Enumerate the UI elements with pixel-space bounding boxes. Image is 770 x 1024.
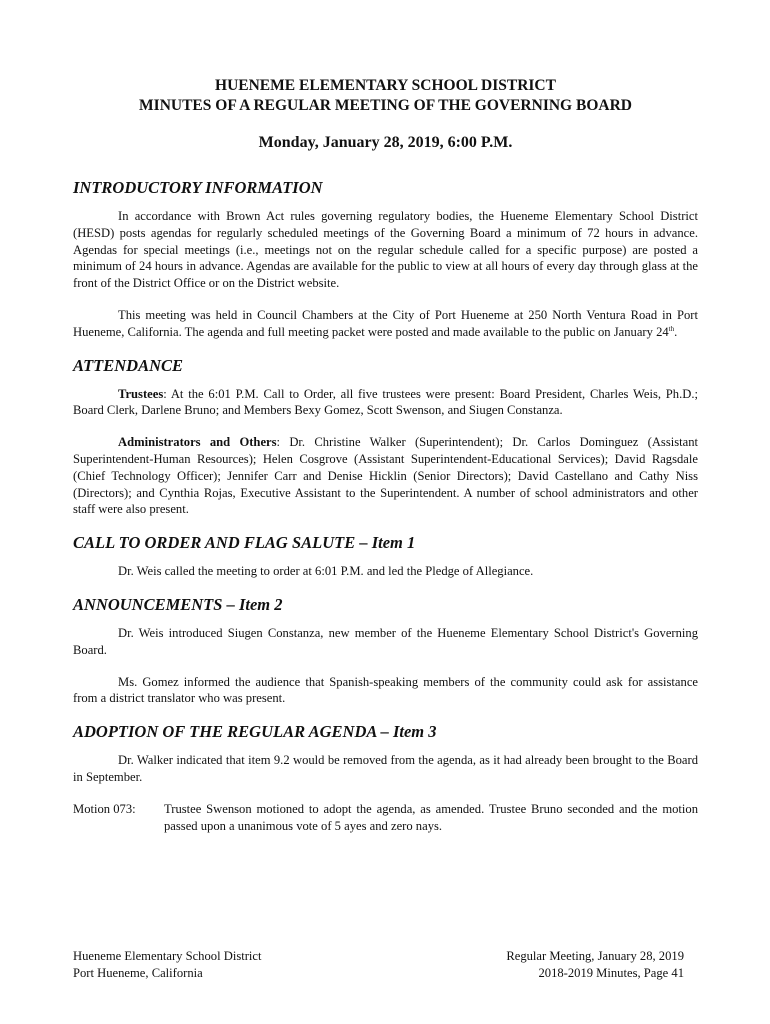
footer-left bbox=[73, 948, 262, 982]
motion-text: Trustee Swenson motioned to adopt the agenda, as amended. Trustee Bruno seconded and the motion passed upon a unanimous vote of 5 ayes and zero nays. bbox=[164, 801, 698, 833]
agenda-paragraph: Dr. Walker indicated that item 9.2 would be removed from the agenda, as it had already been brought to the Board in September. bbox=[73, 753, 698, 784]
section-announcements bbox=[73, 595, 698, 707]
intro-location-end: . bbox=[674, 324, 678, 339]
minutes-title: MINUTES OF A REGULAR MEETING OF THE GOVERNING BOARD bbox=[139, 97, 632, 114]
administrators-label: Administrators and Others bbox=[118, 435, 277, 450]
trustees-label: Trustees bbox=[118, 386, 164, 401]
section-heading: ATTENDANCE bbox=[73, 355, 184, 375]
footer-right bbox=[506, 948, 684, 982]
intro-paragraph-brown-act: In accordance with Brown Act rules governing regulatory bodies, the Hueneme Elementary School District (HESD) posts agendas for regularly scheduled meetings of the Governing Board a minimum of 72 hours in advance. Agendas for special meetings (i.e., meetings not on the regular schedule called for a specific purpose) are posted a minimum of 24 hours in advance. Agendas are available for the public to view at all hours of every day through glass at the front of the District Office or on the District website. bbox=[73, 209, 698, 291]
document-header bbox=[73, 76, 698, 152]
section-call-to-order bbox=[73, 533, 698, 580]
footer-page-number: 2018-2019 Minutes, Page 41 bbox=[538, 965, 684, 980]
footer-district: Hueneme Elementary School District bbox=[73, 949, 262, 963]
section-heading: INTRODUCTORY INFORMATION bbox=[73, 178, 323, 197]
attendance-administrators bbox=[73, 434, 698, 518]
call-to-order-paragraph: Dr. Weis called the meeting to order at 6:01 P.M. and led the Pledge of Allegiance. bbox=[118, 564, 534, 579]
announcement-translator: Ms. Gomez informed the audience that Spanish-speaking members of the community could ask for assistance from a district translator who was present. bbox=[73, 674, 698, 706]
section-heading: CALL TO ORDER AND FLAG SALUTE – Item 1 bbox=[73, 533, 416, 553]
meeting-date: Monday, January 28, 2019, 6:00 P.M. bbox=[258, 134, 513, 151]
motion-label: Motion 073: bbox=[73, 801, 136, 816]
footer-city: Port Hueneme, California bbox=[73, 965, 203, 980]
administrators-text: : Dr. Christine Walker (Superintendent); Dr. Carlos Dominguez (Assistant Superintendent-Human Resources); Helen Cosgrove (Assistant Superintendent-Educational Services); David Ragsdale (Chief Technology Officer); Jennifer Carr and Denise Hicklin (Senior Directors); David Castellano and Cathy Niss (Directors); and Cynthia Rojas, Executive Assistant to the Superintendent. A number of school administrators and other staff were also present. bbox=[73, 435, 699, 517]
section-attendance bbox=[73, 356, 698, 519]
section-introductory-information bbox=[73, 178, 698, 341]
ordinal-suffix: th bbox=[668, 324, 675, 333]
section-heading: ADOPTION OF THE REGULAR AGENDA – Item 3 bbox=[73, 722, 437, 742]
document-body bbox=[73, 178, 698, 834]
district-title: HUENEME ELEMENTARY SCHOOL DISTRICT bbox=[215, 77, 556, 94]
trustees-text: : At the 6:01 P.M. Call to Order, all five trustees were present: Board President, Charles Weis, Ph.D.; Board Clerk, Darlene Bruno; and Members Bexy Gomez, Scott Swenson, and Siugen Constanza. bbox=[73, 386, 698, 418]
motion-entry bbox=[73, 801, 698, 835]
intro-paragraph-location bbox=[73, 307, 698, 341]
intro-location-text: This meeting was held in Council Chambers at the City of Port Hueneme at 250 North Ventura Road in Port Hueneme, California. The agenda and full meeting packet were posted and made available to the public on January 24 bbox=[73, 307, 698, 339]
page-footer bbox=[73, 948, 684, 982]
announcement-new-member: Dr. Weis introduced Siugen Constanza, new member of the Hueneme Elementary School District's Governing Board. bbox=[73, 625, 698, 657]
attendance-trustees bbox=[73, 386, 698, 420]
section-heading: ANNOUNCEMENTS – Item 2 bbox=[73, 594, 283, 614]
footer-meeting: Regular Meeting, January 28, 2019 bbox=[506, 949, 684, 963]
section-adoption-of-agenda bbox=[73, 722, 698, 834]
